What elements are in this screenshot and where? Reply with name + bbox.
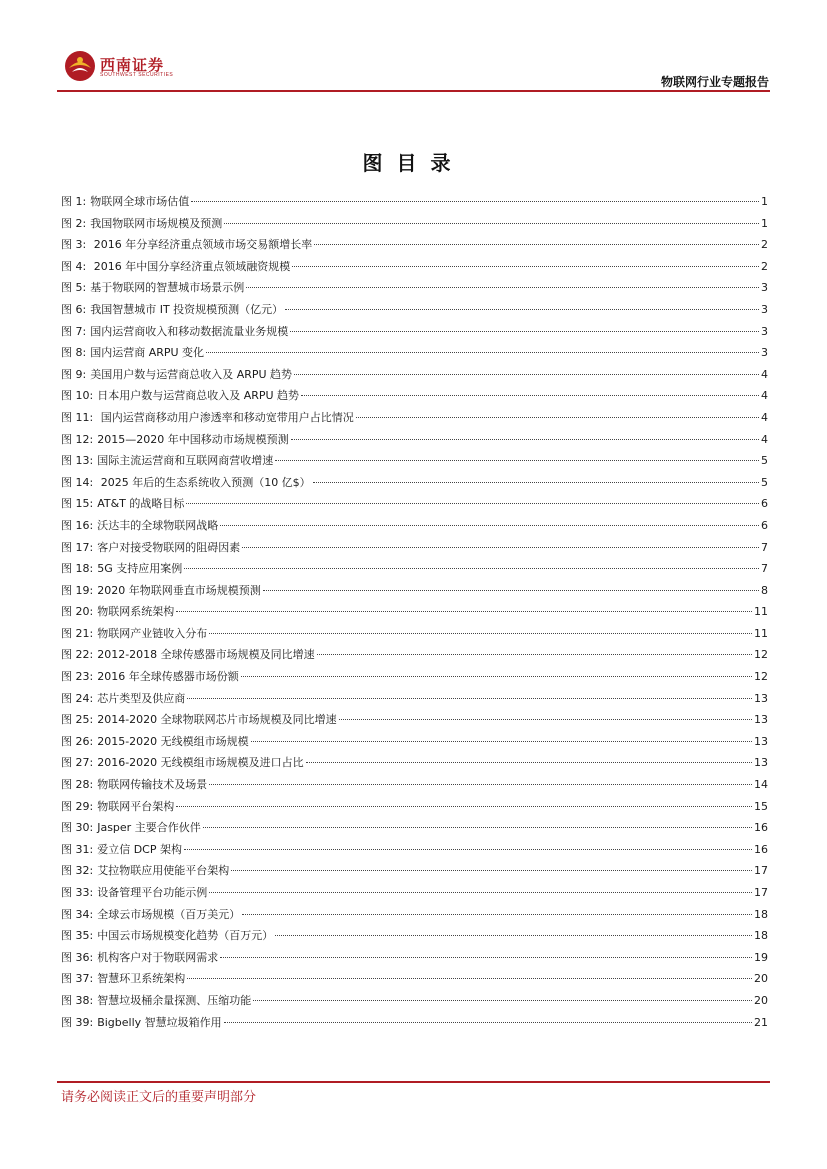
toc-dot-leader bbox=[275, 460, 759, 461]
toc-entry-title[interactable]: 2015—2020 年中国移动市场规模预测 bbox=[97, 432, 289, 446]
toc-entry-title[interactable]: 沃达丰的全球物联网战略 bbox=[97, 518, 219, 532]
toc-entry[interactable] bbox=[61, 450, 768, 472]
toc-entry-page-number[interactable]: 15 bbox=[754, 799, 768, 813]
toc-entry-label: 图 37: bbox=[61, 972, 94, 986]
toc-entry[interactable] bbox=[61, 515, 768, 537]
toc-entry[interactable] bbox=[61, 796, 768, 818]
toc-dot-leader bbox=[292, 266, 759, 267]
toc-dot-leader bbox=[263, 590, 759, 591]
toc-entry[interactable] bbox=[61, 321, 768, 343]
toc-dot-leader bbox=[301, 395, 759, 396]
toc-dot-leader bbox=[176, 611, 752, 612]
toc-entry[interactable] bbox=[61, 752, 768, 774]
toc-entry-label: 图 39: bbox=[61, 1015, 94, 1029]
toc-dot-leader bbox=[285, 309, 759, 310]
toc-entry-page-number[interactable]: 4 bbox=[761, 432, 768, 446]
toc-entry-label: 图 24: bbox=[61, 691, 94, 705]
toc-entry-page-number[interactable]: 19 bbox=[754, 950, 768, 964]
toc-entry[interactable] bbox=[61, 731, 768, 753]
toc-entry-label: 图 14: bbox=[61, 475, 94, 489]
toc-entry[interactable] bbox=[61, 601, 768, 623]
company-logo-chinese: 西南证券 bbox=[100, 56, 165, 74]
toc-entry-label: 图 25: bbox=[61, 713, 94, 727]
toc-entry-label: 图 33: bbox=[61, 886, 94, 899]
toc-entry-label: 图 1: bbox=[61, 195, 87, 208]
toc-entry[interactable] bbox=[61, 407, 768, 429]
toc-entry-title[interactable]: 物联网产业链收入分布 bbox=[97, 626, 208, 640]
toc-dot-leader bbox=[209, 892, 752, 893]
toc-entry-label: 图 32: bbox=[61, 864, 94, 878]
toc-entry[interactable] bbox=[61, 493, 768, 515]
toc-entry-page-number[interactable]: 17 bbox=[754, 886, 768, 899]
toc-entry-page-number[interactable]: 21 bbox=[754, 1015, 768, 1029]
toc-entry[interactable] bbox=[61, 299, 768, 321]
toc-entry-title[interactable]: AT&T 的战略目标 bbox=[97, 497, 185, 511]
toc-entry-title[interactable]: 2016-2020 无线模组市场规模及进口占比 bbox=[97, 756, 304, 770]
toc-entry[interactable] bbox=[61, 990, 768, 1012]
toc-entry-page-number[interactable]: 18 bbox=[754, 929, 768, 943]
toc-entry-label: 图 9: bbox=[61, 367, 87, 381]
toc-entry-label: 图 17: bbox=[61, 540, 94, 554]
toc-dot-leader bbox=[290, 331, 759, 332]
toc-entry[interactable] bbox=[61, 947, 768, 969]
toc-entry-page-number[interactable]: 20 bbox=[754, 972, 768, 986]
page-title: 图目录 bbox=[362, 151, 465, 175]
toc-entry-page-number[interactable]: 11 bbox=[754, 605, 768, 619]
toc-dot-leader bbox=[209, 784, 752, 785]
toc-entry-label: 图 19: bbox=[61, 583, 94, 597]
header-divider bbox=[57, 90, 770, 92]
toc-dot-leader bbox=[220, 957, 752, 958]
toc-entry-page-number[interactable]: 7 bbox=[761, 562, 768, 576]
toc-dot-leader bbox=[246, 287, 759, 288]
toc-entry[interactable] bbox=[61, 364, 768, 386]
toc-entry-label: 图 4: bbox=[61, 259, 87, 273]
toc-entry-page-number[interactable]: 17 bbox=[754, 864, 768, 878]
toc-entry[interactable] bbox=[61, 1012, 768, 1034]
toc-dot-leader bbox=[231, 870, 752, 871]
toc-entry-title[interactable]: 2012-2018 全球传感器市场规模及同比增速 bbox=[97, 648, 315, 662]
toc-entry-page-number[interactable]: 12 bbox=[754, 670, 768, 684]
toc-dot-leader bbox=[191, 201, 759, 202]
toc-entry[interactable] bbox=[61, 213, 768, 235]
toc-entry-title[interactable]: 中国云市场规模变化趋势（百万元） bbox=[97, 929, 274, 943]
toc-entry[interactable] bbox=[61, 904, 768, 926]
toc-entry-title[interactable]: 物联网传输技术及场景 bbox=[97, 778, 208, 792]
toc-entry-label: 图 7: bbox=[61, 324, 87, 338]
toc-entry-page-number[interactable]: 13 bbox=[754, 691, 768, 705]
toc-entry-page-number[interactable]: 6 bbox=[761, 497, 768, 511]
toc-entry-title[interactable]: 客户对接受物联网的阻碍因素 bbox=[97, 540, 241, 554]
toc-entry-title[interactable]: 芯片类型及供应商 bbox=[97, 691, 186, 705]
toc-entry[interactable] bbox=[61, 472, 768, 494]
toc-dot-leader bbox=[184, 849, 752, 850]
toc-entry-title[interactable]: 国际主流运营商和互联网商营收增速 bbox=[97, 454, 274, 468]
toc-entry-label: 图 11: bbox=[61, 410, 94, 424]
toc-entry-page-number[interactable]: 3 bbox=[761, 324, 768, 338]
toc-entry-title[interactable]: 艾拉物联应用使能平台架构 bbox=[97, 864, 230, 878]
toc-dot-leader bbox=[184, 568, 759, 569]
toc-entry-title[interactable]: 物联网全球市场估值 bbox=[90, 195, 190, 208]
toc-entry-label: 图 27: bbox=[61, 756, 94, 770]
toc-entry-page-number[interactable]: 4 bbox=[761, 410, 768, 424]
toc-dot-leader bbox=[275, 935, 752, 936]
toc-entry-label: 图 29: bbox=[61, 799, 94, 813]
toc-entry[interactable] bbox=[61, 839, 768, 861]
toc-entry-title[interactable]: 全球云市场规模（百万美元） bbox=[97, 907, 241, 921]
toc-dot-leader bbox=[206, 352, 759, 353]
toc-entry-title[interactable]: 机构客户对于物联网需求 bbox=[97, 950, 219, 964]
company-logo bbox=[64, 50, 184, 86]
toc-entry-title[interactable]: 2015-2020 无线模组市场规模 bbox=[97, 734, 249, 748]
toc-entry[interactable] bbox=[61, 385, 768, 407]
toc-entry[interactable] bbox=[61, 925, 768, 947]
toc-entry[interactable] bbox=[61, 968, 768, 990]
toc-entry-title[interactable]: 物联网系统架构 bbox=[97, 605, 175, 619]
toc-entry-title[interactable]: 智慧垃圾桶余量探测、压缩功能 bbox=[97, 993, 252, 1007]
toc-entry-label: 图 36: bbox=[61, 950, 94, 964]
toc-entry-page-number[interactable]: 5 bbox=[761, 475, 768, 489]
toc-entry-label: 图 6: bbox=[61, 302, 87, 316]
toc-dot-leader bbox=[242, 914, 752, 915]
toc-entry-title[interactable]: 2016 年分享经济重点领域市场交易额增长率 bbox=[90, 238, 313, 252]
toc-dot-leader bbox=[242, 547, 759, 548]
toc-entry-label: 图 26: bbox=[61, 734, 94, 748]
toc-entry-title[interactable]: 2025 年后的生态系统收入预测（10 亿$） bbox=[97, 475, 311, 489]
toc-dot-leader bbox=[220, 525, 759, 526]
toc-entry-page-number[interactable]: 2 bbox=[761, 259, 768, 273]
toc-entry[interactable] bbox=[61, 342, 768, 364]
footer-divider bbox=[57, 1081, 770, 1083]
toc-entry-label: 图 35: bbox=[61, 929, 94, 943]
toc-dot-leader bbox=[313, 482, 759, 483]
toc-entry-title[interactable]: 物联网平台架构 bbox=[97, 799, 175, 813]
figure-table-of-contents bbox=[61, 191, 768, 1033]
toc-entry-label: 图 2: bbox=[61, 216, 87, 230]
toc-entry-page-number[interactable]: 7 bbox=[761, 540, 768, 554]
toc-entry-page-number[interactable]: 2 bbox=[761, 238, 768, 252]
toc-entry-page-number[interactable]: 14 bbox=[754, 778, 768, 792]
toc-dot-leader bbox=[209, 633, 752, 634]
toc-entry-label: 图 38: bbox=[61, 993, 94, 1007]
toc-entry-title[interactable]: 2016 年全球传感器市场份额 bbox=[97, 670, 239, 684]
toc-entry-title[interactable]: 爱立信 DCP 架构 bbox=[97, 842, 182, 856]
toc-entry-page-number[interactable]: 3 bbox=[761, 281, 768, 295]
toc-entry-title[interactable]: 我国物联网市场规模及预测 bbox=[90, 216, 223, 230]
toc-entry[interactable] bbox=[61, 709, 768, 731]
toc-entry-label: 图 20: bbox=[61, 605, 94, 619]
toc-dot-leader bbox=[241, 676, 752, 677]
toc-entry-page-number[interactable]: 13 bbox=[754, 756, 768, 770]
toc-entry-label: 图 15: bbox=[61, 497, 94, 511]
toc-entry-page-number[interactable]: 3 bbox=[761, 302, 768, 316]
toc-entry-title[interactable]: 2014-2020 全球物联网芯片市场规模及同比增速 bbox=[97, 713, 337, 727]
toc-dot-leader bbox=[203, 827, 752, 828]
toc-entry-page-number[interactable]: 20 bbox=[754, 993, 768, 1007]
company-logo-mark-icon bbox=[64, 50, 96, 82]
toc-entry-title[interactable]: 国内运营商 ARPU 变化 bbox=[90, 346, 205, 360]
report-title: 物联网行业专题报告 bbox=[660, 75, 769, 89]
toc-dot-leader bbox=[176, 806, 752, 807]
toc-dot-leader bbox=[187, 978, 752, 979]
toc-entry-page-number[interactable]: 5 bbox=[761, 454, 768, 468]
toc-entry-page-number[interactable]: 1 bbox=[761, 195, 768, 208]
toc-entry-label: 图 22: bbox=[61, 648, 94, 662]
toc-dot-leader bbox=[186, 503, 759, 504]
toc-dot-leader bbox=[317, 654, 752, 655]
toc-entry-label: 图 31: bbox=[61, 842, 94, 856]
toc-entry[interactable] bbox=[61, 580, 768, 602]
toc-dot-leader bbox=[291, 439, 759, 440]
toc-entry-page-number[interactable]: 16 bbox=[754, 842, 768, 856]
toc-entry-title[interactable]: 2016 年中国分享经济重点领域融资规模 bbox=[90, 259, 291, 273]
toc-entry-title[interactable]: 基于物联网的智慧城市场景示例 bbox=[90, 281, 245, 295]
toc-entry-page-number[interactable]: 3 bbox=[761, 346, 768, 360]
toc-dot-leader bbox=[306, 762, 752, 763]
toc-entry-page-number[interactable]: 13 bbox=[754, 713, 768, 727]
toc-entry[interactable] bbox=[61, 277, 768, 299]
toc-entry-label: 图 21: bbox=[61, 626, 94, 640]
toc-entry-title[interactable]: Jasper 主要合作伙伴 bbox=[97, 821, 201, 835]
toc-entry-label: 图 23: bbox=[61, 670, 94, 684]
toc-entry-page-number[interactable]: 11 bbox=[754, 626, 768, 640]
toc-entry[interactable] bbox=[61, 256, 768, 278]
toc-dot-leader bbox=[253, 1000, 752, 1001]
toc-dot-leader bbox=[187, 698, 752, 699]
toc-entry-label: 图 34: bbox=[61, 907, 94, 921]
toc-entry-page-number[interactable]: 4 bbox=[761, 389, 768, 403]
toc-entry[interactable] bbox=[61, 623, 768, 645]
toc-entry-title[interactable]: 智慧环卫系统架构 bbox=[97, 972, 186, 986]
toc-dot-leader bbox=[251, 741, 752, 742]
toc-dot-leader bbox=[224, 223, 759, 224]
toc-dot-leader bbox=[356, 417, 759, 418]
toc-entry[interactable] bbox=[61, 558, 768, 580]
toc-entry-page-number[interactable]: 4 bbox=[761, 367, 768, 381]
toc-dot-leader bbox=[224, 1022, 752, 1023]
toc-entry-label: 图 18: bbox=[61, 562, 94, 576]
toc-entry-label: 图 8: bbox=[61, 346, 87, 360]
toc-entry-label: 图 5: bbox=[61, 281, 87, 295]
toc-entry[interactable] bbox=[61, 191, 768, 213]
toc-entry-page-number[interactable]: 1 bbox=[761, 216, 768, 230]
toc-entry[interactable] bbox=[61, 537, 768, 559]
toc-entry-page-number[interactable]: 13 bbox=[754, 734, 768, 748]
toc-entry-title[interactable]: Bigbelly 智慧垃圾箱作用 bbox=[97, 1015, 222, 1029]
toc-entry[interactable] bbox=[61, 860, 768, 882]
toc-entry[interactable] bbox=[61, 882, 768, 904]
toc-entry-page-number[interactable]: 12 bbox=[754, 648, 768, 662]
toc-entry-page-number[interactable]: 8 bbox=[761, 583, 768, 597]
toc-entry-page-number[interactable]: 16 bbox=[754, 821, 768, 835]
toc-entry-page-number[interactable]: 6 bbox=[761, 518, 768, 532]
toc-dot-leader bbox=[294, 374, 759, 375]
toc-entry-title[interactable]: 国内运营商移动用户渗透率和移动宽带用户占比情况 bbox=[97, 410, 354, 424]
toc-entry-label: 图 12: bbox=[61, 432, 94, 446]
toc-entry-title[interactable]: 国内运营商收入和移动数据流量业务规模 bbox=[90, 324, 289, 338]
toc-entry-title[interactable]: 日本用户数与运营商总收入及 ARPU 趋势 bbox=[97, 389, 300, 403]
toc-entry[interactable] bbox=[61, 688, 768, 710]
toc-entry-title[interactable]: 我国智慧城市 IT 投资规模预测（亿元） bbox=[90, 302, 284, 316]
toc-dot-leader bbox=[339, 719, 752, 720]
toc-entry-label: 图 3: bbox=[61, 238, 87, 252]
toc-entry-title[interactable]: 美国用户数与运营商总收入及 ARPU 趋势 bbox=[90, 367, 293, 381]
page-header bbox=[0, 0, 827, 100]
toc-entry[interactable] bbox=[61, 666, 768, 688]
toc-entry[interactable] bbox=[61, 644, 768, 666]
toc-entry-title[interactable]: 设备管理平台功能示例 bbox=[97, 886, 208, 899]
toc-entry-label: 图 10: bbox=[61, 389, 94, 403]
toc-entry-title[interactable]: 2020 年物联网垂直市场规模预测 bbox=[97, 583, 261, 597]
toc-entry[interactable] bbox=[61, 429, 768, 451]
toc-entry[interactable] bbox=[61, 774, 768, 796]
toc-dot-leader bbox=[314, 244, 759, 245]
toc-entry[interactable] bbox=[61, 817, 768, 839]
company-logo-english: SOUTHWEST SECURITIES bbox=[100, 72, 174, 78]
toc-entry-label: 图 28: bbox=[61, 778, 94, 792]
toc-entry-label: 图 13: bbox=[61, 454, 94, 468]
footer-notice: 请务必阅读正文后的重要声明部分 bbox=[61, 1090, 257, 1105]
toc-entry-page-number[interactable]: 18 bbox=[754, 907, 768, 921]
toc-entry-label: 图 16: bbox=[61, 518, 94, 532]
toc-entry[interactable] bbox=[61, 234, 768, 256]
toc-entry-title[interactable]: 5G 支持应用案例 bbox=[97, 562, 183, 576]
toc-entry-label: 图 30: bbox=[61, 821, 94, 835]
